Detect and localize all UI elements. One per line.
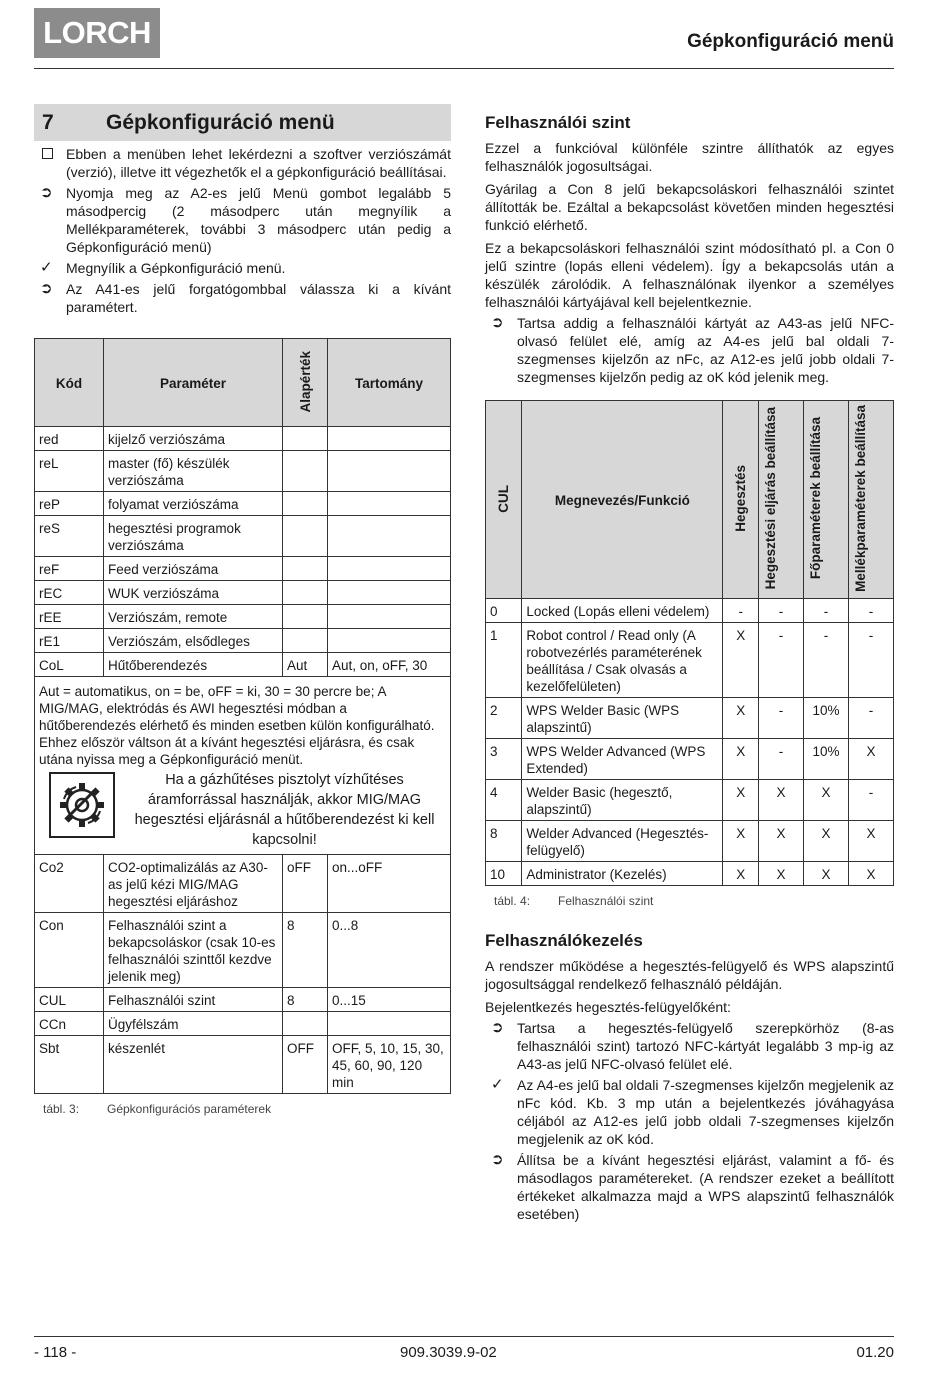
list-item — [485, 1076, 894, 1148]
list-item-text: Az A41-es jelű forgatógombbal válassza ki a kívánt paramétert. — [66, 281, 451, 315]
cell-parameter: kijelző verziószáma — [104, 427, 283, 451]
cell-cul: 10 — [486, 861, 522, 885]
chapter-heading — [34, 104, 451, 141]
cell-parameter: Hűtőberendezés — [104, 653, 283, 677]
cell-default — [283, 492, 328, 516]
header-default: Alapérték — [283, 339, 328, 427]
caption-label: tábl. 4: — [494, 893, 531, 908]
table-row — [35, 913, 451, 988]
cell-default: 8 — [283, 988, 328, 1012]
user-management-section — [485, 930, 894, 1223]
cell-default: Aut — [283, 653, 328, 677]
cell-permission: X — [758, 779, 803, 820]
table-row — [35, 581, 451, 605]
cell-cul: 2 — [486, 697, 522, 738]
left-column — [34, 104, 451, 1118]
list-item — [34, 145, 451, 181]
list-item-text: Az A4-es jelű bal oldali 7-szegmenses kijelzőn megjelenik az nFc kód. Kb. 3 mp után a bejelentkezés jóváhagyása céljából az A12-es jelű jobb oldali 7-szegmenses kijelzőn megjelenik az oK kód. — [517, 1076, 894, 1147]
table-row — [35, 855, 451, 913]
list-item-text: Megnyílik a Gépkonfiguráció menü. — [66, 260, 286, 276]
lorch-logo: LORCH — [34, 8, 160, 58]
cell-permission: - — [758, 622, 803, 697]
cell-code: CUL — [35, 988, 104, 1012]
cell-default — [283, 451, 328, 492]
cell-code: reF — [35, 557, 104, 581]
cell-parameter: Felhasználói szint a bekapcsoláskor (csak 10-es felhasználói szinttől kezdve jelenik meg) — [104, 913, 283, 988]
cell-parameter: Ügyfélszám — [104, 1012, 283, 1036]
cell-default: OFF — [283, 1036, 328, 1094]
cell-cul: 4 — [486, 779, 522, 820]
list-item — [34, 259, 451, 277]
cell-permission: X — [849, 738, 894, 779]
table-row — [35, 653, 451, 677]
cell-permission: X — [723, 738, 759, 779]
document-number: 909.3039.9-02 — [400, 1344, 497, 1361]
cell-default — [283, 1012, 328, 1036]
cell-code: rE1 — [35, 629, 104, 653]
cell-permission: X — [849, 861, 894, 885]
cell-permission: - — [849, 779, 894, 820]
table-row — [35, 516, 451, 557]
list-item-text: Tartsa addig a felhasználói kártyát az A43-as jelű NFC-olvasó felület elé, amíg az A4-es jelű bal oldali 7-szegmenses kijelzőn az nFc, az A12-es jelű jobb oldali 7-szegmenses kijelzőn pedig az oK kód jelenik meg. — [517, 315, 894, 385]
cell-permission: 10% — [803, 738, 848, 779]
cell-permission: X — [803, 779, 848, 820]
list-item — [485, 314, 894, 386]
caption-text: Felhasználói szint — [558, 893, 654, 908]
cell-permission: - — [849, 697, 894, 738]
table-row — [35, 605, 451, 629]
cell-permission: - — [803, 622, 848, 697]
list-item-text: Tartsa a hegesztés-felügyelő szerepkörhöz (8-as felhasználói szint) tartozó NFC-kártyát legalább 3 mp-ig az A43-as jelű NFC-olvasó felület elé. — [517, 1019, 894, 1072]
cell-permission: X — [723, 820, 759, 861]
cell-code: CCn — [35, 1012, 104, 1036]
cell-range — [328, 451, 451, 492]
footer-divider — [34, 1336, 894, 1337]
cell-code: Con — [35, 913, 104, 988]
cell-default — [283, 516, 328, 557]
cell-range — [328, 629, 451, 653]
list-item — [34, 184, 451, 256]
chapter-number: 7 — [42, 110, 54, 134]
arrow-right-icon: ➲ — [491, 1018, 504, 1036]
cell-parameter: CO2-optimalizálás az A30-as jelű kézi MIG/MAG hegesztési eljáráshoz — [104, 855, 283, 913]
list-item — [485, 1019, 894, 1073]
warning-text: Ha a gázhűtéses pisztolyt vízhűtéses áramforrással használják, akkor MIG/MAG hegesztési eljárásnál a hűtőberendezést ki kell kapcsolni! — [134, 772, 435, 848]
cell-range — [328, 427, 451, 451]
header-code: Kód — [35, 339, 104, 427]
header-welding: Hegesztés — [723, 401, 759, 599]
table-row — [35, 427, 451, 451]
cell-code: Sbt — [35, 1036, 104, 1094]
cell-permission: X — [803, 861, 848, 885]
table-row — [35, 629, 451, 653]
table-row — [486, 697, 894, 738]
gear-warning-icon — [49, 772, 115, 838]
list-item — [485, 1151, 894, 1223]
cell-default: oFF — [283, 855, 328, 913]
user-management-para: Bejelentkezés hegesztés-felügyelőként: — [485, 998, 731, 1015]
table-row — [486, 820, 894, 861]
table-row — [486, 598, 894, 622]
cell-code: red — [35, 427, 104, 451]
cell-cul: 0 — [486, 598, 522, 622]
right-column — [485, 112, 894, 1223]
cell-code: rEC — [35, 581, 104, 605]
cell-default — [283, 605, 328, 629]
cell-code: reP — [35, 492, 104, 516]
cell-parameter: Verziószám, remote — [104, 605, 283, 629]
cell-default — [283, 427, 328, 451]
warning-block — [39, 770, 446, 850]
arrow-right-icon: ➲ — [491, 1150, 504, 1168]
table-row — [486, 622, 894, 697]
table-row — [35, 1012, 451, 1036]
table-row — [486, 779, 894, 820]
cell-parameter: master (fő) készülék verziószáma — [104, 451, 283, 492]
cell-permission: X — [758, 861, 803, 885]
cell-code: reL — [35, 451, 104, 492]
cell-code: reS — [35, 516, 104, 557]
table4-caption — [485, 892, 894, 910]
cell-default — [283, 581, 328, 605]
user-management-para: A rendszer működése a hegesztés-felügyelő és WPS alapszintű jogosultsággal rendelkező felhasználó példáján. — [485, 957, 894, 992]
note-text: Aut = automatikus, on = be, oFF = ki, 30 = 30 percre be; A MIG/MAG, elektródás és AWI hegesztési módban a hűtőberendezés elérhető és minden esetben külön konfigurálható. Ehhez először váltson át a kívánt hegesztési eljárásra, és csak utána nyissa meg a Gépkonfiguráció menüt. — [39, 684, 435, 767]
table-row — [486, 738, 894, 779]
checkmark-icon: ✓ — [491, 1075, 504, 1093]
user-level-para: Gyárilag a Con 8 jelű bekapcsoláskori felhasználói szintet állították be. Ezáltal a bekapcsolást követően minden hegesztési funkció elérhető. — [485, 181, 894, 233]
page-number: - 118 - — [34, 1344, 77, 1361]
chapter-title: Gépkonfiguráció menü — [106, 110, 335, 134]
cell-function: Welder Basic (hegesztő, alapszintű) — [522, 779, 723, 820]
cell-parameter: folyamat verziószáma — [104, 492, 283, 516]
cell-permission: - — [758, 697, 803, 738]
cell-range — [328, 516, 451, 557]
cell-function: Robot control / Read only (A robotvezérlés paraméterének beállítása / Csak olvasás a kezelőfelületen) — [522, 622, 723, 697]
user-level-heading: Felhasználói szint — [485, 113, 631, 132]
cell-range — [328, 1012, 451, 1036]
cell-default — [283, 557, 328, 581]
checkbox-icon — [34, 145, 66, 181]
cell-range: 0...8 — [328, 913, 451, 988]
table-row — [35, 492, 451, 516]
config-parameters-table — [34, 338, 451, 1094]
user-level-para: Ezzel a funkcióval különféle szintre állíthatók az egyes felhasználók jogosultságai. — [485, 140, 894, 174]
cell-permission: X — [723, 861, 759, 885]
table-row — [35, 451, 451, 492]
list-item — [34, 280, 451, 316]
checkmark-icon: ✓ — [40, 259, 53, 276]
cell-parameter: Feed verziószáma — [104, 557, 283, 581]
header-process-setting: Hegesztési eljárás beállítása — [758, 401, 803, 599]
cell-function: Locked (Lopás elleni védelem) — [522, 598, 723, 622]
header-title: Gépkonfiguráció menü — [687, 31, 894, 52]
header-main-params: Főparaméterek beállítása — [803, 401, 848, 599]
header-cul: CUL — [486, 401, 522, 599]
cell-range — [328, 605, 451, 629]
header-range: Tartomány — [328, 339, 451, 427]
cell-code: rEE — [35, 605, 104, 629]
cell-range: OFF, 5, 10, 15, 30, 45, 60, 90, 120 min — [328, 1036, 451, 1094]
caption-label: tábl. 3: — [43, 1102, 80, 1116]
arrow-right-icon: ➲ — [40, 184, 53, 201]
cell-parameter: Felhasználói szint — [104, 988, 283, 1012]
cell-range — [328, 581, 451, 605]
user-level-table — [485, 400, 894, 886]
cell-function: Welder Advanced (Hegesztés-felügyelő) — [522, 820, 723, 861]
arrow-right-icon: ➲ — [40, 280, 53, 297]
cell-permission: X — [849, 820, 894, 861]
list-item-text: Ebben a menüben lehet lekérdezni a szoftver verziószámát (verzió), illetve itt végezhetők el a gépkonfiguráció beállításai. — [66, 146, 451, 180]
header-parameter: Paraméter — [104, 339, 283, 427]
cell-permission: - — [723, 598, 759, 622]
cell-function: Administrator (Kezelés) — [522, 861, 723, 885]
cell-permission: - — [849, 598, 894, 622]
header-function: Megnevezés/Funkció — [522, 401, 723, 599]
cell-permission: X — [723, 779, 759, 820]
cell-permission: X — [723, 622, 759, 697]
cell-permission: - — [758, 738, 803, 779]
cell-code: CoL — [35, 653, 104, 677]
user-management-heading: Felhasználókezelés — [485, 930, 643, 950]
header-secondary-params: Mellékparaméterek beállítása — [849, 401, 894, 599]
document-date: 01.20 — [856, 1344, 894, 1361]
cell-range — [328, 557, 451, 581]
cell-range — [328, 492, 451, 516]
table-row — [35, 988, 451, 1012]
cell-cul: 1 — [486, 622, 522, 697]
cell-permission: X — [723, 697, 759, 738]
cell-parameter: Verziószám, elsődleges — [104, 629, 283, 653]
list-item-text: Állítsa be a kívánt hegesztési eljárást, valamint a fő- és másodlagos paramétereket. (A rendszer ezeket a beállított értékeket alkalmazza majd a WPS alapszintű felhasználók esetében) — [517, 1151, 894, 1222]
cell-range: on...oFF — [328, 855, 451, 913]
cell-default — [283, 629, 328, 653]
cell-permission: - — [803, 598, 848, 622]
cell-range: Aut, on, oFF, 30 — [328, 653, 451, 677]
cell-cul: 8 — [486, 820, 522, 861]
cell-permission: X — [803, 820, 848, 861]
table-row — [35, 557, 451, 581]
cell-parameter: készenlét — [104, 1036, 283, 1094]
arrow-right-icon: ➲ — [491, 314, 504, 331]
cell-parameter: WUK verziószáma — [104, 581, 283, 605]
cell-default: 8 — [283, 913, 328, 988]
cell-code: Co2 — [35, 855, 104, 913]
cell-permission: - — [849, 622, 894, 697]
cell-function: WPS Welder Advanced (WPS Extended) — [522, 738, 723, 779]
cell-cul: 3 — [486, 738, 522, 779]
caption-text: Gépkonfigurációs paraméterek — [107, 1102, 272, 1116]
cell-parameter: hegesztési programok verziószáma — [104, 516, 283, 557]
cooling-note — [35, 677, 451, 855]
header-divider — [34, 68, 894, 69]
cell-permission: X — [758, 820, 803, 861]
cell-permission: 10% — [803, 697, 848, 738]
cell-range: 0...15 — [328, 988, 451, 1012]
table-row — [486, 861, 894, 885]
user-level-para: Ez a bekapcsoláskori felhasználói szint módosítható pl. a Con 0 jelű szintre (lopás elleni védelem). Így a bekapcsolás után a készülék zárolódik. A felhasználónak ilyenkor a személyes felhasználói kártyájával kell bejelentkeznie. — [485, 240, 894, 310]
cell-permission: - — [758, 598, 803, 622]
cell-function: WPS Welder Basic (WPS alapszintű) — [522, 697, 723, 738]
list-item-text: Nyomja meg az A2-es jelű Menü gombot legalább 5 másodpercig (2 másodperc után megnyílik a Mellékparaméterek, további 3 másodperc után pedig a Gépkonfiguráció menü) — [66, 185, 451, 255]
intro-list — [34, 145, 451, 316]
table-row — [35, 1036, 451, 1094]
table3-caption — [34, 1100, 451, 1118]
